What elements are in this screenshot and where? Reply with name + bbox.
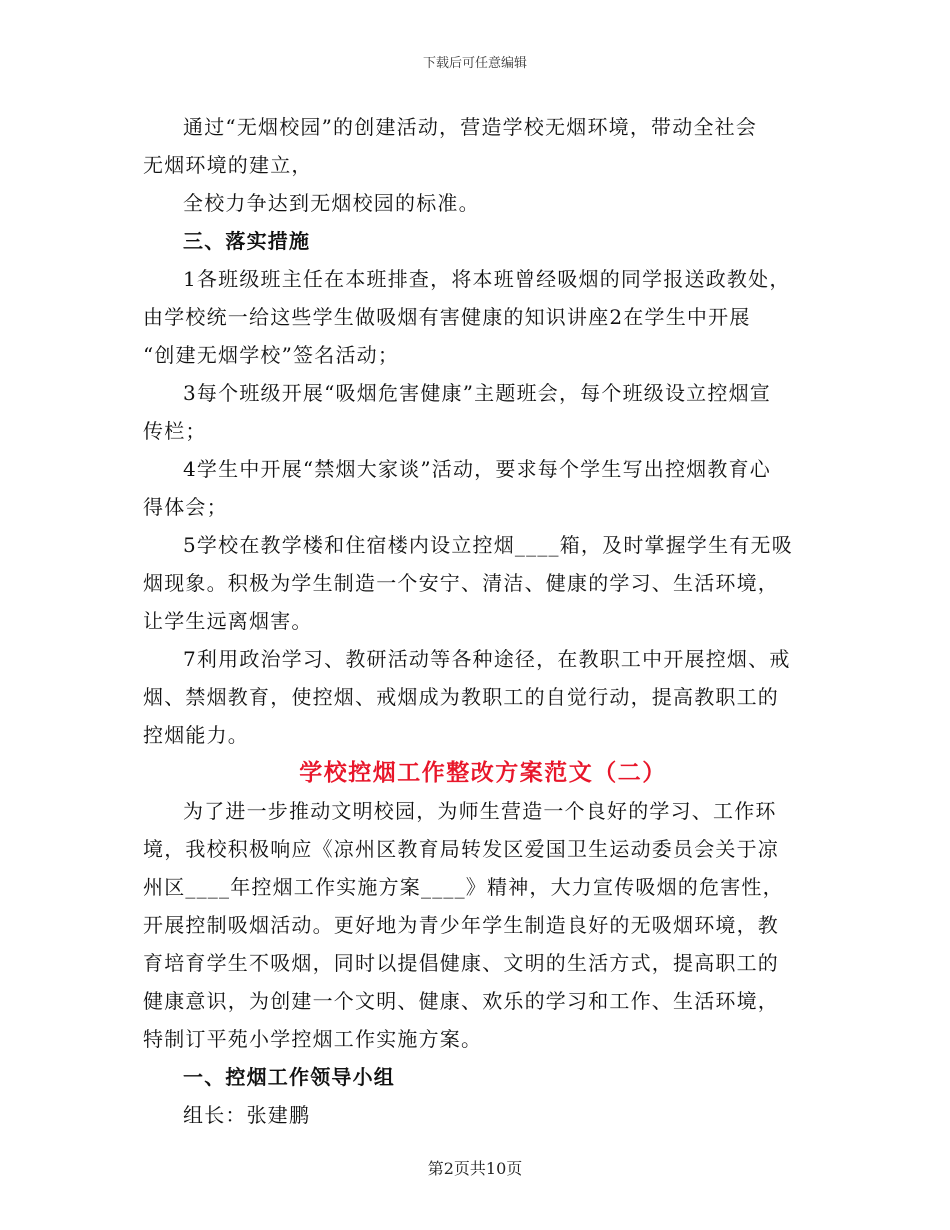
paragraph-line: 烟现象。积极为学生制造一个安宁、清洁、健康的学习、生活环境， xyxy=(143,571,779,595)
paragraph-line: 让学生远离烟害。 xyxy=(143,609,313,633)
paragraph-line: 组长：张建鹏 xyxy=(183,1103,311,1127)
paragraph-line: 健康意识，为创建一个文明、健康、欢乐的学习和工作、生活环境， xyxy=(143,989,779,1013)
paragraph-line: 由学校统一给这些学生做吸烟有害健康的知识讲座2在学生中开展 xyxy=(143,305,751,329)
paragraph-line: 开展控制吸烟活动。更好地为青少年学生制造良好的无吸烟环境，教 xyxy=(143,913,779,937)
paragraph-line: 得体会； xyxy=(143,495,228,519)
paragraph-line: “创建无烟学校”签名活动； xyxy=(143,343,400,367)
paragraph-line: 州区____年控烟工作实施方案____》精神，大力宣传吸烟的危害性， xyxy=(143,875,784,899)
section-heading: 一、控烟工作领导小组 xyxy=(183,1065,395,1089)
paragraph-line: 5学校在教学楼和住宿楼内设立控烟____箱，及时掌握学生有无吸 xyxy=(183,533,793,557)
page-header: 下载后可任意编辑 xyxy=(422,56,527,71)
paragraph-line: 1各班级班主任在本班排查，将本班曾经吸烟的同学报送政教处， xyxy=(183,267,791,291)
paragraph-line: 3每个班级开展“吸烟危害健康”主题班会，每个班级设立控烟宣 xyxy=(183,381,771,405)
paragraph-line: 境，我校积极响应《凉州区教育局转发区爱国卫生运动委员会关于凉 xyxy=(143,837,779,861)
paragraph-line: 4学生中开展“禁烟大家谈”活动，要求每个学生写出控烟教育心 xyxy=(183,457,771,481)
document-title: 学校控烟工作整改方案范文（二） xyxy=(299,760,667,786)
paragraph-line: 为了进一步推动文明校园，为师生营造一个良好的学习、工作环 xyxy=(183,799,777,823)
paragraph-line: 控烟能力。 xyxy=(143,723,249,747)
paragraph-line: 特制订平苑小学控烟工作实施方案。 xyxy=(143,1027,483,1051)
section-heading: 三、落实措施 xyxy=(183,229,311,253)
paragraph-line: 全校力争达到无烟校园的标准。 xyxy=(183,191,480,215)
paragraph-line: 无烟环境的建立， xyxy=(143,153,313,177)
document-body xyxy=(143,108,823,1134)
paragraph-line: 育培育学生不吸烟，同时以提倡健康、文明的生活方式，提高职工的 xyxy=(143,951,779,975)
page-footer: 第2页共10页 xyxy=(427,1159,523,1178)
paragraph-line: 7利用政治学习、教研活动等各种途径，在教职工中开展控烟、戒 xyxy=(183,647,791,671)
paragraph-line: 通过“无烟校园”的创建活动，营造学校无烟环境，带动全社会 xyxy=(183,115,758,139)
paragraph-line: 传栏； xyxy=(143,419,207,443)
paragraph-line: 烟、禁烟教育，使控烟、戒烟成为教职工的自觉行动，提高教职工的 xyxy=(143,685,779,709)
